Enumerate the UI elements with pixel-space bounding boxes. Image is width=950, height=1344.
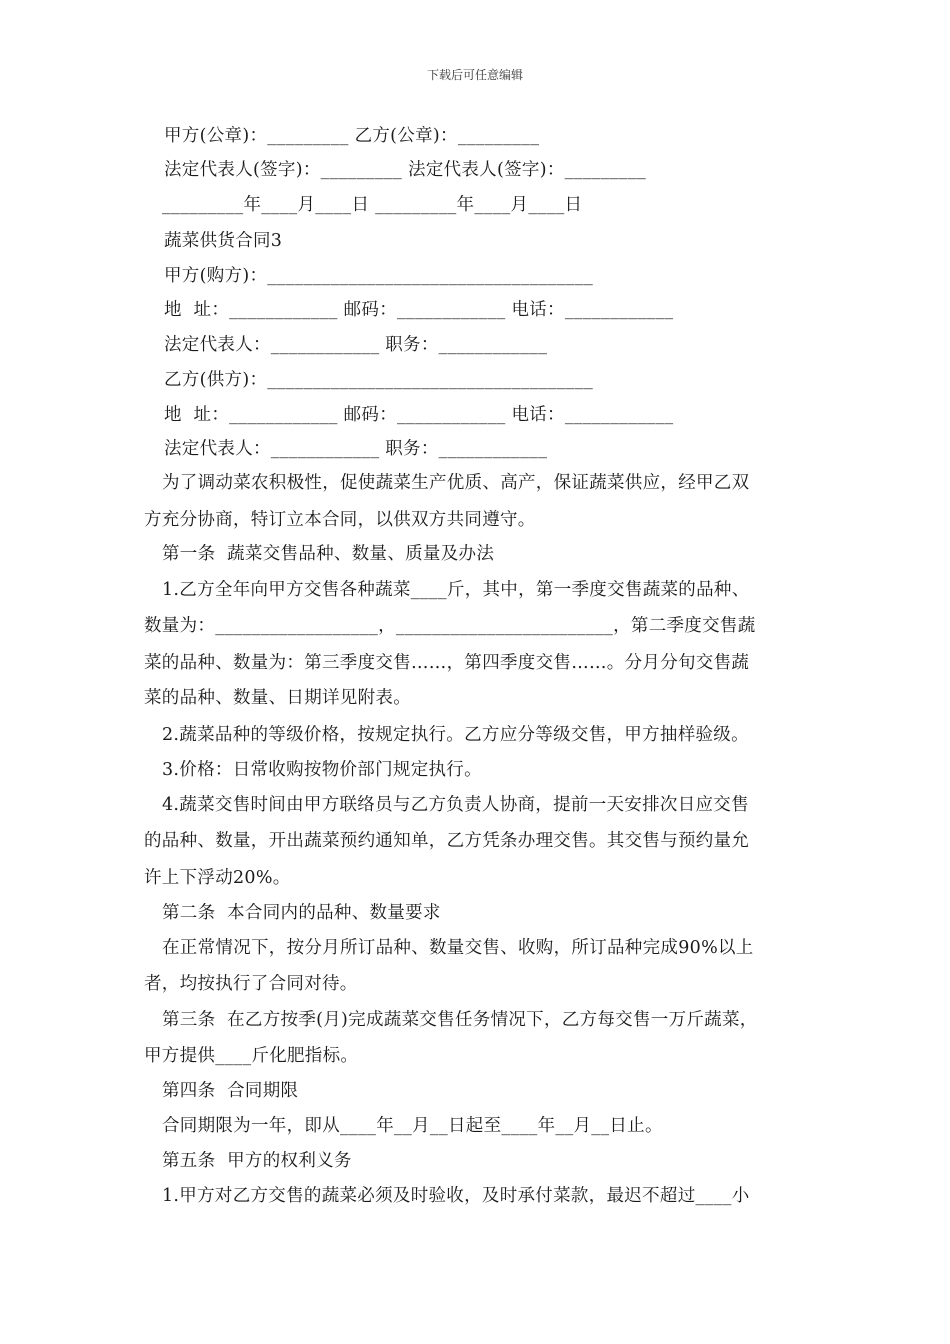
preamble-line-2: 方充分协商，特订立本合同，以供双方共同遵守。 bbox=[144, 510, 536, 530]
article-1-item-4-line-3: 许上下浮动20%。 bbox=[144, 868, 291, 888]
article-5-heading: 第五条 甲方的权利义务 bbox=[162, 1151, 352, 1171]
date-line: _________年____月____日 _________年____月____日 bbox=[162, 195, 583, 215]
article-1-item-1-line-1: 1.乙方全年向甲方交售各种蔬菜____斤，其中，第一季度交售蔬菜的品种、 bbox=[162, 580, 750, 600]
article-4-line: 合同期限为一年，即从____年__月__日起至____年__月__日止。 bbox=[162, 1116, 663, 1136]
article-2-line-1: 在正常情况下，按分月所订品种、数量交售、收购，所订品种完成90%以上 bbox=[162, 938, 754, 958]
buyer-address-line: 地 址：____________ 邮码：____________ 电话：____________ bbox=[164, 300, 674, 320]
article-2-heading: 第二条 本合同内的品种、数量要求 bbox=[162, 903, 441, 923]
seller-representative-line: 法定代表人：____________ 职务：____________ bbox=[164, 439, 548, 459]
buyer-representative-line: 法定代表人：____________ 职务：____________ bbox=[164, 335, 548, 355]
page-header: 下载后可任意编辑 bbox=[426, 68, 523, 82]
party-seal-line: 甲方(公章)：_________ 乙方(公章)：_________ bbox=[164, 126, 540, 146]
seller-address-line: 地 址：____________ 邮码：____________ 电话：____________ bbox=[164, 405, 674, 425]
article-4-heading: 第四条 合同期限 bbox=[162, 1081, 299, 1101]
article-2-line-2: 者，均按执行了合同对待。 bbox=[144, 974, 358, 994]
article-1-heading: 第一条 蔬菜交售品种、数量、质量及办法 bbox=[162, 544, 495, 564]
preamble-line-1: 为了调动菜农积极性，促使蔬菜生产优质、高产，保证蔬菜供应，经甲乙双 bbox=[162, 473, 750, 493]
article-1-item-3: 3.价格：日常收购按物价部门规定执行。 bbox=[162, 760, 482, 780]
representative-sign-line: 法定代表人(签字)：_________ 法定代表人(签字)：_________ bbox=[164, 160, 647, 180]
article-3-line-1: 第三条 在乙方按季(月)完成蔬菜交售任务情况下，乙方每交售一万斤蔬菜， bbox=[162, 1010, 758, 1030]
article-1-item-1-line-3: 菜的品种、数量为：第三季度交售……，第四季度交售……。分月分旬交售蔬 bbox=[144, 653, 750, 673]
seller-line: 乙方(供方)：____________________________________ bbox=[164, 370, 594, 390]
article-3-line-2: 甲方提供____斤化肥指标。 bbox=[144, 1046, 359, 1066]
article-1-item-4-line-2: 的品种、数量，开出蔬菜预约通知单，乙方凭条办理交售。其交售与预约量允 bbox=[144, 831, 750, 851]
article-1-item-1-line-2: 数量为：__________________，________________________，第二季度交售蔬 bbox=[144, 616, 756, 636]
article-1-item-1-line-4: 菜的品种、数量、日期详见附表。 bbox=[144, 688, 411, 708]
article-1-item-2: 2.蔬菜品种的等级价格，按规定执行。乙方应分等级交售，甲方抽样验级。 bbox=[162, 725, 749, 745]
buyer-line: 甲方(购方)：____________________________________ bbox=[164, 266, 594, 286]
article-1-item-4-line-1: 4.蔬菜交售时间由甲方联络员与乙方负责人协商，提前一天安排次日应交售 bbox=[162, 795, 749, 815]
contract-title: 蔬菜供货合同3 bbox=[164, 231, 283, 251]
article-5-item-1-line-1: 1.甲方对乙方交售的蔬菜必须及时验收，及时承付菜款，最迟不超过____小 bbox=[162, 1186, 750, 1206]
